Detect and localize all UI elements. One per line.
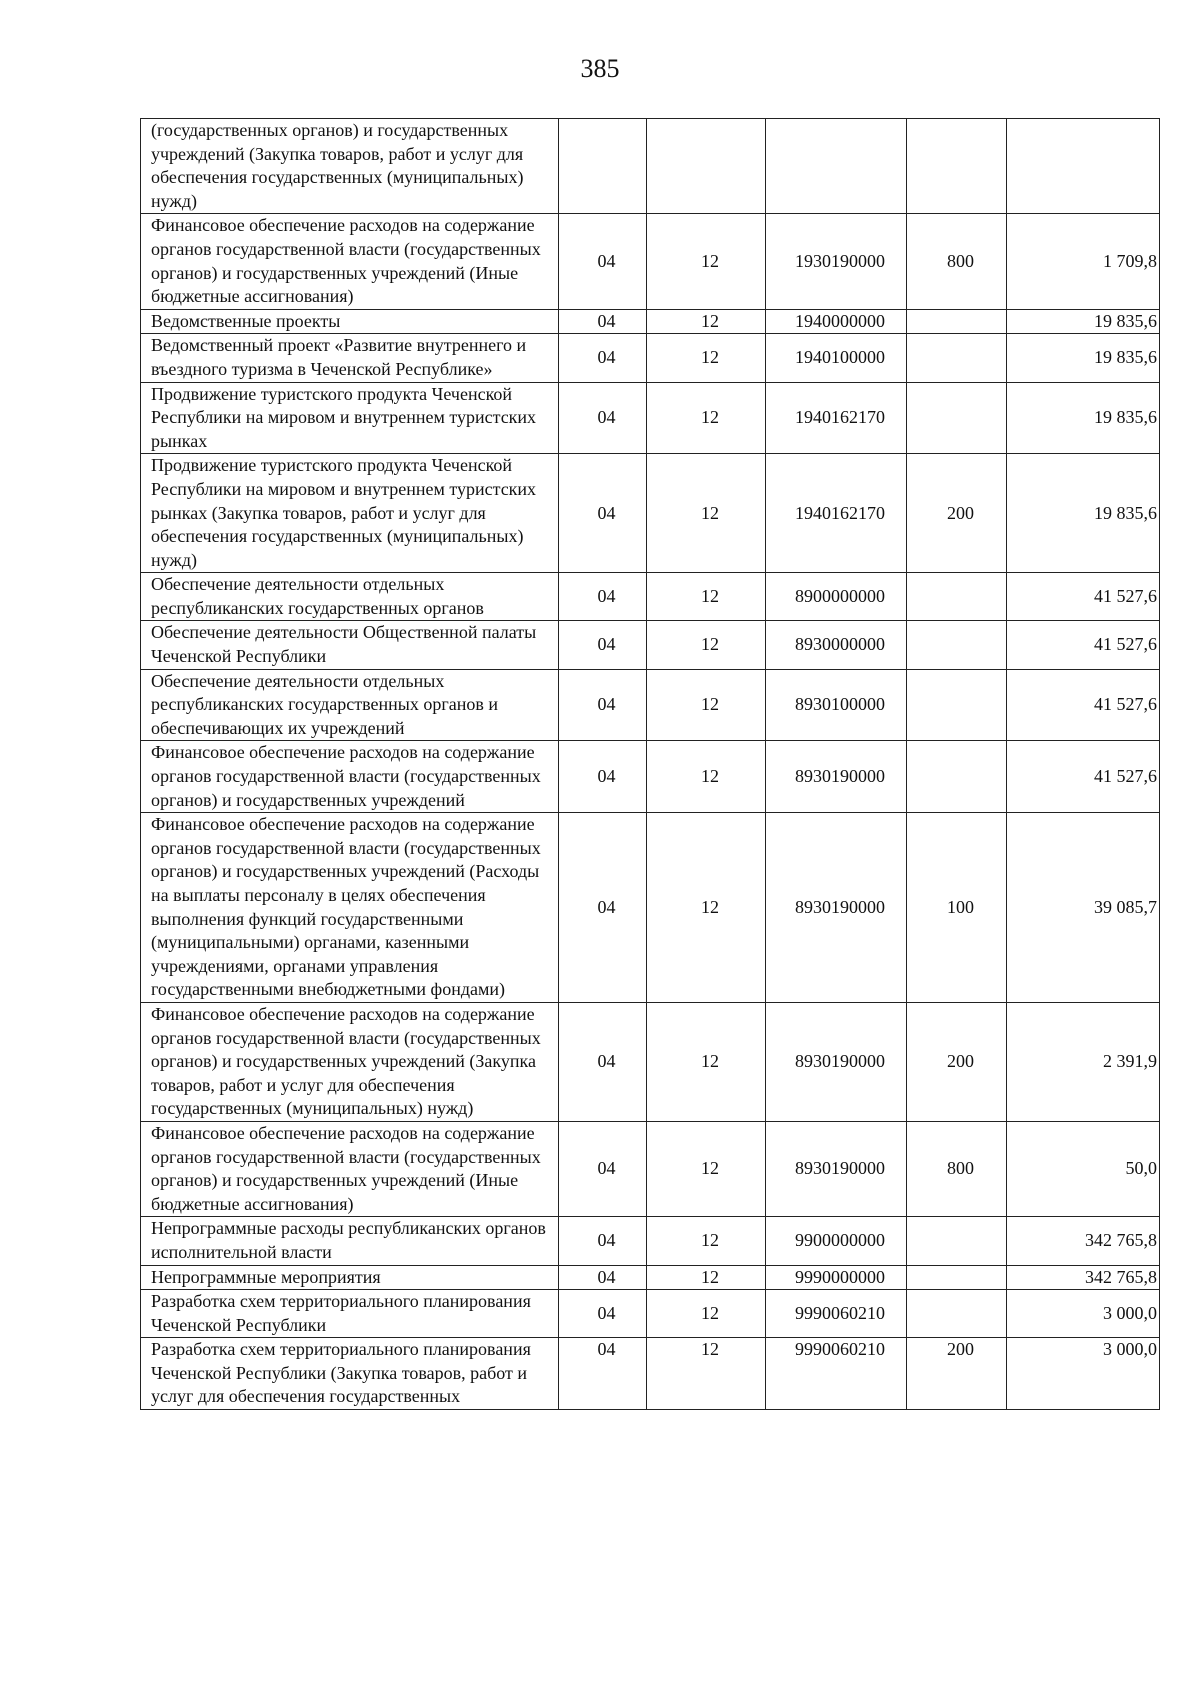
table-row	[141, 309, 1160, 334]
row-amount: 41 527,6	[1007, 741, 1160, 813]
table-row	[141, 1290, 1160, 1338]
row-target-article: 8930190000	[766, 1121, 907, 1216]
row-name: Разработка схем территориального планирования Чеченской Республики (Закупка товаров, работ и услуг для обеспечения государственных	[141, 1338, 559, 1410]
table-row	[141, 1265, 1160, 1290]
row-section: 04	[559, 1338, 647, 1410]
row-section: 04	[559, 1217, 647, 1265]
row-section: 04	[559, 334, 647, 382]
table-row	[141, 119, 1160, 214]
row-section: 04	[559, 1002, 647, 1121]
row-amount: 342 765,8	[1007, 1265, 1160, 1290]
row-target-article: 8930100000	[766, 669, 907, 741]
row-expense-type	[907, 1265, 1007, 1290]
row-target-article: 9990060210	[766, 1290, 907, 1338]
row-subsection: 12	[647, 382, 766, 454]
table-row	[141, 573, 1160, 621]
budget-table	[140, 118, 1160, 1410]
row-subsection: 12	[647, 813, 766, 1003]
row-expense-type	[907, 119, 1007, 214]
row-section	[559, 119, 647, 214]
row-expense-type: 800	[907, 1121, 1007, 1216]
row-target-article	[766, 119, 907, 214]
row-expense-type	[907, 741, 1007, 813]
row-name: Ведомственный проект «Развитие внутреннего и въездного туризма в Чеченской Республике»	[141, 334, 559, 382]
row-amount: 50,0	[1007, 1121, 1160, 1216]
row-amount: 3 000,0	[1007, 1338, 1160, 1410]
row-amount: 19 835,6	[1007, 309, 1160, 334]
table-row	[141, 1217, 1160, 1265]
row-expense-type	[907, 573, 1007, 621]
row-name: Разработка схем территориального планирования Чеченской Республики	[141, 1290, 559, 1338]
row-target-article: 1930190000	[766, 214, 907, 309]
row-target-article: 1940162170	[766, 454, 907, 573]
row-expense-type: 200	[907, 1002, 1007, 1121]
row-name: Продвижение туристского продукта Чеченской Республики на мировом и внутреннем туристских рынках	[141, 382, 559, 454]
row-section: 04	[559, 309, 647, 334]
row-section: 04	[559, 1290, 647, 1338]
row-section: 04	[559, 621, 647, 669]
row-section: 04	[559, 1121, 647, 1216]
row-section: 04	[559, 573, 647, 621]
row-amount: 39 085,7	[1007, 813, 1160, 1003]
row-expense-type: 200	[907, 454, 1007, 573]
row-expense-type	[907, 621, 1007, 669]
row-subsection: 12	[647, 214, 766, 309]
row-amount: 19 835,6	[1007, 454, 1160, 573]
row-name: Финансовое обеспечение расходов на содержание органов государственной власти (государственных органов) и государственных учреждений (Иные бюджетные ассигнования)	[141, 214, 559, 309]
row-expense-type	[907, 334, 1007, 382]
row-amount: 41 527,6	[1007, 573, 1160, 621]
row-target-article: 9990000000	[766, 1265, 907, 1290]
row-name: Непрограммные мероприятия	[141, 1265, 559, 1290]
row-target-article: 8930190000	[766, 1002, 907, 1121]
row-name: Обеспечение деятельности Общественной палаты Чеченской Республики	[141, 621, 559, 669]
row-amount	[1007, 119, 1160, 214]
row-name: Финансовое обеспечение расходов на содержание органов государственной власти (государственных органов) и государственных учреждений (Иные бюджетные ассигнования)	[141, 1121, 559, 1216]
row-name: Финансовое обеспечение расходов на содержание органов государственной власти (государственных органов) и государственных учреждений (Расходы на выплаты персоналу в целях обеспечения выполнения функций государственными (муниципальными) органами, казенными учреждениями, органами управления государственными внебюджетными фондами)	[141, 813, 559, 1003]
row-subsection: 12	[647, 573, 766, 621]
row-name: Финансовое обеспечение расходов на содержание органов государственной власти (государственных органов) и государственных учреждений (Закупка товаров, работ и услуг для обеспечения государственных (муниципальных) нужд)	[141, 1002, 559, 1121]
row-target-article: 8930000000	[766, 621, 907, 669]
row-subsection: 12	[647, 741, 766, 813]
row-section: 04	[559, 813, 647, 1003]
row-subsection: 12	[647, 1217, 766, 1265]
row-amount: 3 000,0	[1007, 1290, 1160, 1338]
row-expense-type	[907, 382, 1007, 454]
row-subsection: 12	[647, 454, 766, 573]
row-expense-type: 100	[907, 813, 1007, 1003]
row-amount: 19 835,6	[1007, 382, 1160, 454]
row-target-article: 8930190000	[766, 741, 907, 813]
row-expense-type	[907, 669, 1007, 741]
table-row	[141, 621, 1160, 669]
row-section: 04	[559, 741, 647, 813]
row-section: 04	[559, 382, 647, 454]
row-target-article: 9990060210	[766, 1338, 907, 1410]
row-section: 04	[559, 1265, 647, 1290]
row-subsection: 12	[647, 334, 766, 382]
row-amount: 19 835,6	[1007, 334, 1160, 382]
row-expense-type	[907, 309, 1007, 334]
row-subsection: 12	[647, 669, 766, 741]
row-target-article: 9900000000	[766, 1217, 907, 1265]
row-name: Обеспечение деятельности отдельных республиканских государственных органов и обеспечивающих их учреждений	[141, 669, 559, 741]
table-row	[141, 214, 1160, 309]
row-subsection: 12	[647, 1338, 766, 1410]
row-amount: 342 765,8	[1007, 1217, 1160, 1265]
row-subsection	[647, 119, 766, 214]
row-expense-type: 800	[907, 214, 1007, 309]
table-row	[141, 1002, 1160, 1121]
row-name: Обеспечение деятельности отдельных республиканских государственных органов	[141, 573, 559, 621]
row-section: 04	[559, 669, 647, 741]
row-section: 04	[559, 454, 647, 573]
row-target-article: 8930190000	[766, 813, 907, 1003]
row-amount: 41 527,6	[1007, 669, 1160, 741]
row-subsection: 12	[647, 1002, 766, 1121]
table-row	[141, 334, 1160, 382]
table-row	[141, 1121, 1160, 1216]
row-subsection: 12	[647, 1290, 766, 1338]
row-amount: 1 709,8	[1007, 214, 1160, 309]
row-expense-type: 200	[907, 1338, 1007, 1410]
table-row	[141, 813, 1160, 1003]
row-amount: 2 391,9	[1007, 1002, 1160, 1121]
table-row	[141, 741, 1160, 813]
row-name: Непрограммные расходы республиканских органов исполнительной власти	[141, 1217, 559, 1265]
row-target-article: 1940000000	[766, 309, 907, 334]
row-name: (государственных органов) и государственных учреждений (Закупка товаров, работ и услуг для обеспечения государственных (муниципальных) нужд)	[141, 119, 559, 214]
page-number: 385	[580, 54, 620, 83]
table-row	[141, 454, 1160, 573]
table-row	[141, 1338, 1160, 1410]
row-target-article: 1940100000	[766, 334, 907, 382]
row-subsection: 12	[647, 621, 766, 669]
row-target-article: 8900000000	[766, 573, 907, 621]
row-amount: 41 527,6	[1007, 621, 1160, 669]
table-row	[141, 382, 1160, 454]
row-section: 04	[559, 214, 647, 309]
row-subsection: 12	[647, 309, 766, 334]
row-subsection: 12	[647, 1265, 766, 1290]
row-expense-type	[907, 1290, 1007, 1338]
row-name: Ведомственные проекты	[141, 309, 559, 334]
row-name: Продвижение туристского продукта Чеченской Республики на мировом и внутреннем туристских рынках (Закупка товаров, работ и услуг для обеспечения государственных (муниципальных) нужд)	[141, 454, 559, 573]
row-subsection: 12	[647, 1121, 766, 1216]
table-row	[141, 669, 1160, 741]
row-name: Финансовое обеспечение расходов на содержание органов государственной власти (государственных органов) и государственных учреждений	[141, 741, 559, 813]
row-expense-type	[907, 1217, 1007, 1265]
row-target-article: 1940162170	[766, 382, 907, 454]
